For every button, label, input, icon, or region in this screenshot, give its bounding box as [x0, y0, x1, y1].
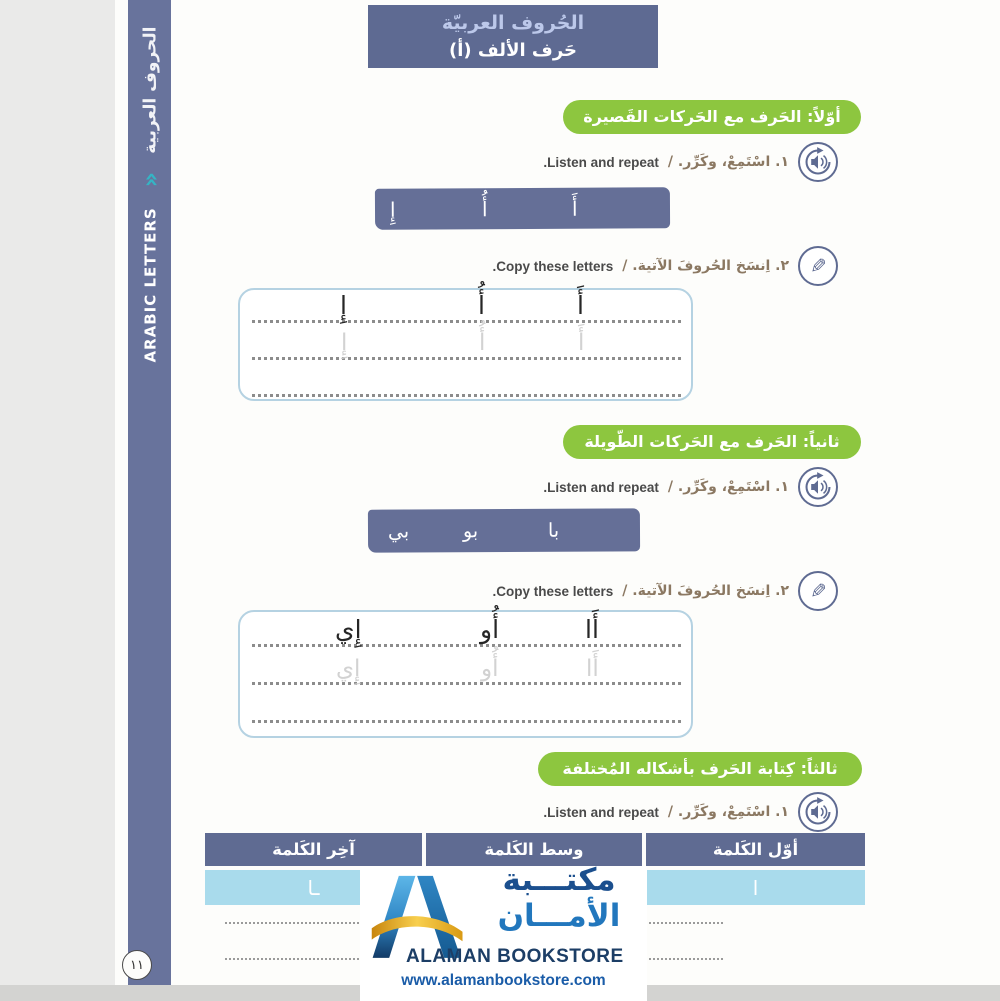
trace-letter: إِي	[335, 615, 362, 644]
book-title: الحُروف العربيّة	[441, 12, 585, 34]
watermark-arabic-line2: الأمـــان	[497, 898, 621, 934]
audio-icon	[798, 467, 838, 507]
writing-practice-box-1	[238, 288, 693, 401]
audio-icon	[798, 792, 838, 832]
trace-letter-ghost: أَ	[578, 330, 585, 356]
cell-beginning-form: ا	[646, 870, 865, 905]
letter-alif-fatha: أَ	[571, 196, 578, 221]
copy-text-english: Copy these letters.	[492, 583, 614, 599]
watermark-arabic	[475, 862, 643, 934]
copy-instruction-1	[492, 245, 838, 287]
spine-arabic-title: الحروف العربية	[139, 26, 160, 154]
trace-letter-ghost: أُو	[481, 656, 499, 682]
trace-letter: أُو	[480, 615, 500, 644]
short-vowel-letters-strip	[375, 187, 670, 230]
long-vowel-letters-strip	[368, 508, 640, 552]
table-header-middle: وسط الكَلمة	[426, 833, 642, 866]
trace-letter: أُ	[478, 291, 485, 320]
listen-text-arabic: ١. اسْتَمِعْ، وكَرِّر. /	[667, 804, 789, 820]
pencil-icon: ✎	[798, 571, 838, 611]
dotted-writing-line	[252, 394, 681, 397]
section-2-heading: ثانياً: الحَرف مع الحَركات الطّويلة	[563, 425, 861, 459]
trace-letter-ghost: أَا	[586, 656, 599, 682]
letter-alif-damma: أُ	[481, 196, 488, 221]
listen-instruction-3	[543, 791, 838, 833]
copy-text-english: Copy these letters.	[492, 258, 614, 274]
copy-text-arabic: ٢. اِنسَخ الحُروفَ الآتية. /	[622, 258, 789, 274]
trace-letter: أَا	[585, 615, 599, 644]
letter-alif-kasra: إِ	[389, 197, 396, 222]
page-number: ١١	[122, 950, 152, 980]
letter-ba-ya: بي	[387, 519, 410, 543]
trace-letter: أَ	[577, 291, 584, 320]
lesson-title: حَرف الألف (أ)	[448, 40, 577, 61]
audio-icon	[798, 142, 838, 182]
table-header-beginning: أوّل الكَلمة	[646, 833, 865, 866]
listen-text-english: Listen and repeat.	[543, 154, 659, 170]
copy-instruction-2	[492, 570, 838, 612]
cell-end-form: ـا	[205, 870, 422, 905]
copy-text-arabic: ٢. اِنسَخ الحُروفَ الآتية. /	[622, 583, 789, 599]
listen-text-arabic: ١. اسْتَمِعْ، وكَرِّر. /	[667, 479, 789, 495]
dotted-writing-line	[252, 357, 681, 360]
dotted-writing-line	[252, 682, 681, 685]
spine-english-title: ARABIC LETTERS	[140, 206, 159, 363]
listen-text-english: Listen and repeat.	[543, 804, 659, 820]
dotted-writing-line	[252, 320, 681, 323]
spine-content	[128, 0, 171, 985]
watermark-store-name: ALAMAN BOOKSTORE	[406, 946, 624, 967]
table-header-end: آخِر الكَلمة	[205, 833, 422, 866]
chevron-down-icon: «	[135, 173, 164, 187]
watermark-arabic-line1: مكتـــبة	[502, 862, 616, 898]
listen-text-arabic: ١. اسْتَمِعْ، وكَرِّر. /	[667, 154, 789, 170]
sidebar-spine	[128, 0, 171, 985]
letter-ba-alif: با	[547, 519, 560, 542]
watermark-url: www.alamanbookstore.com	[401, 972, 606, 989]
listen-instruction-1	[543, 141, 838, 183]
listen-instruction-2	[543, 466, 838, 508]
trace-letter-ghost: إِي	[336, 656, 361, 682]
trace-letter-ghost: أُ	[479, 330, 486, 356]
listen-text-english: Listen and repeat.	[543, 479, 659, 495]
trace-letter-ghost: إِ	[341, 330, 348, 356]
section-1-heading: أوّلاً: الحَرف مع الحَركات القَصيرة	[563, 100, 861, 134]
dotted-writing-line	[252, 644, 681, 647]
section-3-heading: ثالثاً: كِتابة الحَرف بأشكاله المُختلفة	[538, 752, 862, 786]
pencil-icon: ✎	[798, 246, 838, 286]
writing-practice-box-2	[238, 610, 693, 738]
lesson-title-box	[368, 5, 658, 68]
dotted-writing-line	[252, 720, 681, 723]
trace-letter: إِ	[340, 291, 347, 320]
letter-ba-waw: بو	[462, 519, 479, 542]
bookstore-watermark	[360, 862, 647, 1001]
